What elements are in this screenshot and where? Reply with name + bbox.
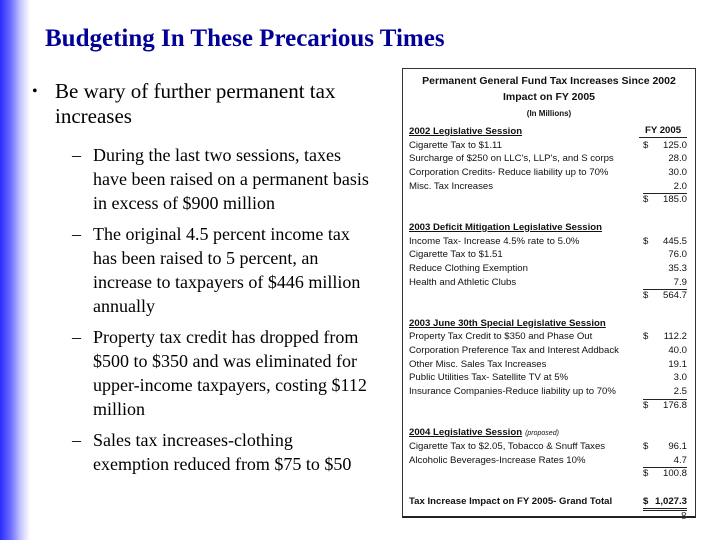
table-row bbox=[409, 344, 687, 358]
spacer bbox=[409, 207, 687, 221]
grand-total-label: Tax Increase Impact on FY 2005- Grand Total bbox=[409, 495, 613, 507]
page-number: 8 bbox=[681, 511, 687, 522]
section-header bbox=[409, 221, 687, 235]
main-bullet bbox=[32, 79, 372, 129]
item-label: Corporation Credits- Reduce liability up to 70% bbox=[409, 167, 609, 179]
currency-sign: $ bbox=[643, 468, 649, 480]
item-label: Cigarette Tax to $2.05, Tobacco & Snuff Taxes bbox=[409, 440, 606, 452]
item-value: 7.9 bbox=[673, 276, 687, 288]
table-row bbox=[409, 248, 687, 262]
spacer bbox=[409, 303, 687, 317]
table-row bbox=[409, 139, 687, 153]
section-total-row bbox=[409, 399, 687, 413]
left-gradient-bar bbox=[0, 0, 30, 540]
section-name-text: 2003 Deficit Mitigation Legislative Session bbox=[409, 221, 602, 233]
item-value: 96.1 bbox=[668, 440, 687, 452]
table-row bbox=[409, 385, 687, 399]
currency-sign: $ bbox=[643, 399, 649, 411]
section-name bbox=[409, 426, 559, 440]
item-label: Other Misc. Sales Tax Increases bbox=[409, 358, 547, 370]
table-row bbox=[409, 180, 687, 194]
item-label: Surcharge of $250 on LLC's, LLP's, and S corps bbox=[409, 153, 614, 165]
item-value: 125.0 bbox=[662, 139, 687, 151]
table-row bbox=[409, 166, 687, 180]
table-row bbox=[409, 262, 687, 276]
section-total: 100.8 bbox=[662, 468, 687, 480]
spacer bbox=[409, 412, 687, 426]
currency-sign: $ bbox=[643, 331, 649, 343]
item-label: Insurance Companies-Reduce liability up to 70% bbox=[409, 386, 616, 398]
sub-bullet-text: Property tax credit has dropped from $500 to $350 and was eliminated for upper-income taxpayers, costing $112 million bbox=[93, 327, 367, 419]
section-header bbox=[409, 125, 687, 139]
item-value: 4.7 bbox=[673, 454, 687, 466]
item-value: 2.5 bbox=[673, 386, 687, 398]
table-row bbox=[409, 235, 687, 249]
item-label: Health and Athletic Clubs bbox=[409, 276, 517, 288]
currency-sign: $ bbox=[643, 495, 649, 507]
currency-sign: $ bbox=[643, 440, 649, 452]
section-name bbox=[409, 221, 602, 234]
sub-bullet-list bbox=[72, 143, 372, 483]
item-value: 35.3 bbox=[668, 262, 687, 274]
sub-bullet bbox=[72, 325, 372, 421]
table-row bbox=[409, 358, 687, 372]
section-name-text: 2004 Legislative Session bbox=[409, 427, 523, 439]
currency-sign: $ bbox=[643, 290, 649, 302]
currency-sign: $ bbox=[643, 139, 649, 151]
table-rows bbox=[409, 125, 687, 508]
section-header bbox=[409, 317, 687, 331]
item-value: 40.0 bbox=[668, 345, 687, 356]
table-row bbox=[409, 330, 687, 344]
item-value: 76.0 bbox=[668, 249, 687, 261]
table-row bbox=[409, 152, 687, 166]
item-label: Corporation Preference Tax and Interest Addback bbox=[409, 345, 619, 356]
sub-bullet bbox=[72, 143, 372, 215]
sub-bullet-text: Sales tax increases-clothing exemption reduced from $75 to $50 bbox=[93, 430, 352, 474]
section-name bbox=[409, 317, 606, 330]
dash-icon: – bbox=[72, 327, 81, 347]
item-label: Cigarette Tax to $1.11 bbox=[409, 139, 502, 151]
section-total: 176.8 bbox=[662, 399, 687, 411]
item-label: Reduce Clothing Exemption bbox=[409, 262, 528, 274]
section-total: 564.7 bbox=[662, 290, 687, 302]
item-label: Cigarette Tax to $1.51 bbox=[409, 249, 503, 261]
item-label: Income Tax- Increase 4.5% rate to 5.0% bbox=[409, 235, 580, 247]
section-total-row bbox=[409, 193, 687, 207]
section-header bbox=[409, 426, 687, 440]
item-value: 3.0 bbox=[673, 372, 687, 384]
section-name-text: 2003 June 30th Special Legislative Session bbox=[409, 317, 606, 329]
dash-icon: – bbox=[72, 430, 81, 450]
sub-bullet bbox=[72, 222, 372, 318]
table-row bbox=[409, 371, 687, 385]
spacer bbox=[409, 481, 687, 495]
item-label: Public Utilities Tax- Satellite TV at 5% bbox=[409, 372, 569, 384]
sub-bullet-text: During the last two sessions, taxes have been raised on a permanent basis in excess of $900 million bbox=[93, 145, 369, 213]
item-value: 445.5 bbox=[662, 235, 687, 247]
item-label: Misc. Tax Increases bbox=[409, 180, 494, 192]
section-total-row bbox=[409, 467, 687, 481]
section-name bbox=[409, 125, 522, 138]
sub-bullet bbox=[72, 428, 372, 476]
item-value: 28.0 bbox=[668, 153, 687, 165]
tax-increase-table bbox=[402, 68, 696, 518]
main-bullet-text: Be wary of further permanent tax increases bbox=[55, 79, 336, 128]
currency-sign: $ bbox=[643, 235, 649, 247]
table-subtitle: Impact on FY 2005 bbox=[502, 91, 595, 103]
table-title: Permanent General Fund Tax Increases Since 2002 bbox=[422, 75, 676, 87]
item-label: Alcoholic Beverages-Increase Rates 10% bbox=[409, 454, 586, 466]
grand-total-value: 1,027.3 bbox=[654, 495, 687, 507]
sub-bullet-text: The original 4.5 percent income tax has been raised to 5 percent, an increase to taxpayers of $446 million annually bbox=[93, 224, 361, 316]
column-header: FY 2005 bbox=[639, 125, 687, 138]
bullet-icon: • bbox=[32, 83, 38, 100]
section-total: 185.0 bbox=[662, 194, 687, 206]
item-value: 112.2 bbox=[663, 331, 687, 343]
item-label: Property Tax Credit to $350 and Phase Out bbox=[409, 331, 593, 343]
section-total-row bbox=[409, 289, 687, 303]
dash-icon: – bbox=[72, 145, 81, 165]
table-units: (In Millions) bbox=[526, 109, 572, 118]
item-value: 2.0 bbox=[673, 180, 687, 192]
item-value: 30.0 bbox=[668, 167, 687, 179]
section-name-text: 2002 Legislative Session bbox=[409, 126, 523, 137]
dash-icon: – bbox=[72, 224, 81, 244]
section-note: (proposed) bbox=[525, 430, 559, 438]
slide-title: Budgeting In These Precarious Times bbox=[45, 25, 445, 52]
table-row bbox=[409, 276, 687, 290]
table-row bbox=[409, 454, 687, 468]
grand-total-row bbox=[409, 495, 687, 509]
item-value: 19.1 bbox=[668, 358, 687, 370]
table-row bbox=[409, 440, 687, 454]
currency-sign: $ bbox=[643, 194, 649, 206]
